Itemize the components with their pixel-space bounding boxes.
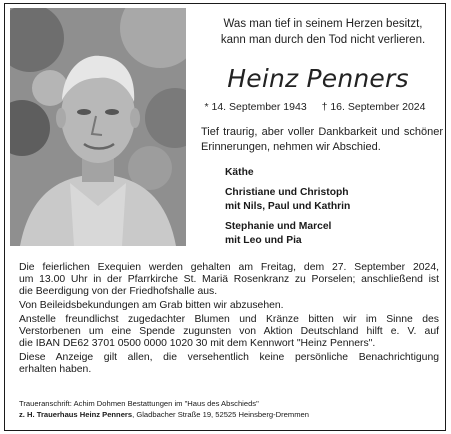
farewell-intro	[201, 125, 443, 155]
life-dates	[189, 101, 441, 113]
body-line: erhalten haben.	[19, 364, 92, 376]
quote-line: kann man durch den Tod nicht verlieren.	[220, 34, 426, 46]
body-line: Die feierlichen Exequien werden gehalten am Freitag, dem 27. September 2024,	[19, 262, 439, 273]
mourning-address	[19, 398, 439, 420]
funeral-paragraph	[19, 262, 439, 299]
body-line: Anstelle freundlichst zugedachter Blumen und Kränze bitten wir im Sinne des	[19, 313, 439, 325]
death-date: † 16. September 2024	[321, 101, 426, 113]
body-line: Verstorbenen um eine Spende zugunsten von Aktion Deutschland hilft e. V. auf	[19, 325, 439, 337]
address-line: Traueranschrift: Achim Dohmen Bestattungen im "Haus des Abschieds"	[19, 399, 259, 408]
address-line	[19, 409, 439, 420]
condolence-paragraph	[19, 300, 439, 312]
intro-line: Tief traurig, aber voller Dankbarkeit und schöner	[201, 126, 443, 138]
quote-line: Was man tief in seinem Herzen besitzt,	[223, 18, 423, 30]
portrait-photo	[10, 8, 186, 246]
address-street: , Gladbacher Straße 19, 52525 Heinsberg-Dremmen	[132, 410, 309, 419]
mourner-name: mit Leo und Pia	[225, 235, 302, 246]
mourner-name: mit Nils, Paul und Kathrin	[225, 201, 351, 212]
body-line: Diese Anzeige gilt allen, die versehentlich keine persönliche Benachrichtigung	[19, 351, 439, 363]
donation-paragraph	[19, 314, 439, 351]
mourners-list	[225, 166, 435, 248]
body-line: die Beerdigung von der Friedhofshalle aus.	[19, 286, 218, 298]
mourner-name: Stephanie und Marcel	[225, 221, 332, 232]
body-line: die IBAN DE62 3701 0500 0000 1020 30 mit dem Kennwort "Heinz Penners".	[19, 338, 376, 350]
mourner-name: Christiane und Christoph	[225, 187, 349, 198]
birth-date: * 14. September 1943	[204, 101, 307, 113]
service-details	[19, 262, 439, 378]
mourner-name: Käthe	[225, 167, 254, 178]
obituary-notice	[4, 3, 446, 431]
deceased-name: Heinz Penners	[227, 64, 409, 93]
body-line: Von Beileidsbekundungen am Grab bitten wir abzusehen.	[19, 300, 284, 312]
notice-paragraph	[19, 352, 439, 376]
body-line: um 13.00 Uhr in der Pfarrkirche St. Mariä Rosenkranz zu Porselen; anschließend ist	[19, 274, 439, 286]
memorial-quote	[205, 16, 441, 48]
address-recipient: z. H. Trauerhaus Heinz Penners	[19, 410, 133, 419]
portrait-image	[10, 8, 186, 246]
intro-line: Erinnerungen, nehmen wir Abschied.	[201, 141, 381, 153]
